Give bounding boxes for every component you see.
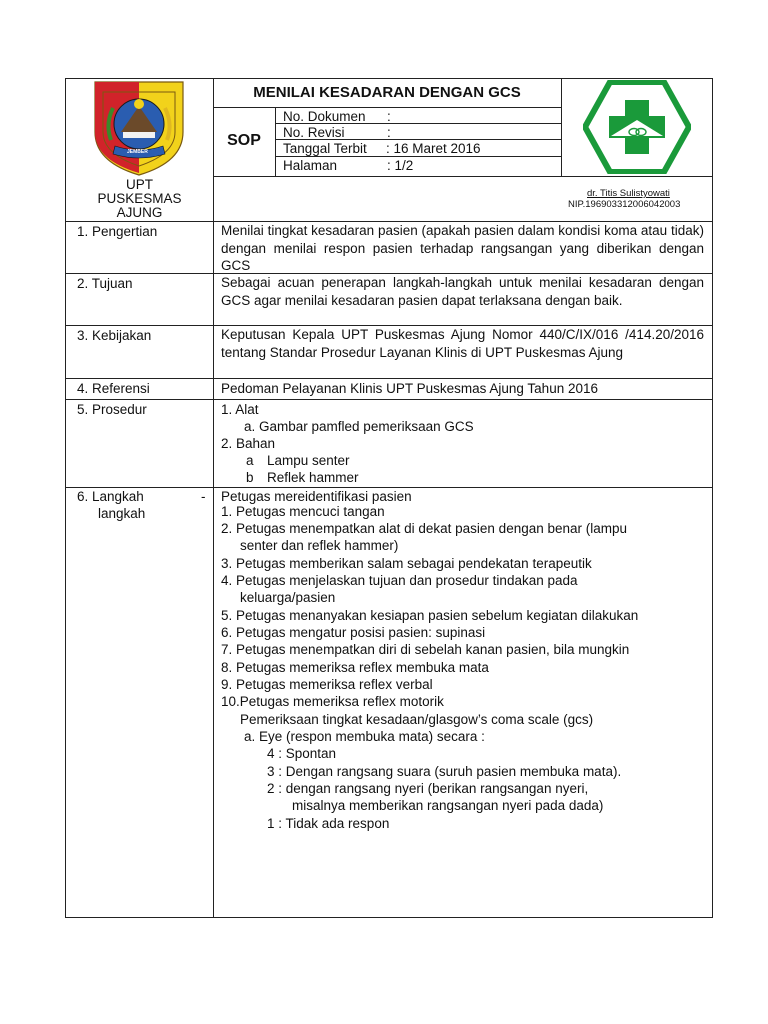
prosedur-line-gambar: a. Gambar pamfled pemeriksaan GCS [244, 419, 474, 434]
prosedur-line-lampu: Lampu senter [267, 453, 350, 468]
row-text-kebijakan: Keputusan Kepala UPT Puskesmas Ajung Nomor 440/C/IX/016 /414.20/2016 tentang Standar Prosedur Layanan Klinis di UPT Puskesmas Ajung [221, 327, 704, 360]
field-label-halaman: Halaman [283, 158, 338, 173]
org-line-1: UPT [126, 177, 153, 192]
table-border-bottom [65, 917, 713, 918]
gcs-eye-2-cont: misalnya memberikan rangsangan nyeri pada dada) [292, 798, 604, 813]
org-name [66, 178, 213, 220]
signer-name: dr. Titis Sulistyowati [587, 188, 670, 199]
langkah-step: 1. Petugas mencuci tangan [221, 504, 385, 519]
langkah-step-cont: senter dan reflek hammer) [240, 538, 399, 553]
col-divider-left [213, 78, 214, 918]
row-label-referensi: 4. Referensi [77, 381, 150, 396]
prosedur-line-alat: 1. Alat [221, 402, 259, 417]
gcs-eye-3: 3 : Dengan rangsang suara (suruh pasien membuka mata). [267, 764, 622, 779]
prosedur-line-hammer: Reflek hammer [267, 470, 359, 485]
row-label-kebijakan: 3. Kebijakan [77, 328, 152, 343]
col-divider-logo [561, 78, 562, 176]
gcs-heading: Pemeriksaan tingkat kesadaan/glasgow’s coma scale (gcs) [240, 712, 594, 727]
prosedur-marker-b: b [246, 470, 254, 485]
langkah-step: 4. Petugas menjelaskan tujuan dan prosedur tindakan pada [221, 573, 578, 588]
field-label-no-dokumen: No. Dokumen [283, 109, 366, 124]
gcs-eye-heading: a. Eye (respon membuka mata) secara : [244, 729, 485, 744]
field-value-halaman: : 1/2 [387, 158, 414, 173]
row-label-langkah-2: langkah [98, 506, 146, 521]
sop-divider [275, 107, 276, 176]
field-label-no-revisi: No. Revisi [283, 125, 345, 140]
row-label-tujuan: 2. Tujuan [77, 276, 133, 291]
langkah-step: 6. Petugas mengatur posisi pasien: supinasi [221, 625, 486, 640]
langkah-step: 5. Petugas menanyakan kesiapan pasien sebelum kegiatan dilakukan [221, 608, 639, 623]
row-text-referensi: Pedoman Pelayanan Klinis UPT Puskesmas Ajung Tahun 2016 [221, 381, 598, 396]
org-line-2: PUSKESMAS [97, 191, 182, 206]
header-bottom-line [213, 176, 713, 177]
row-line-5 [65, 399, 713, 400]
langkah-step: 3. Petugas memberikan salam sebagai pendekatan terapeutik [221, 556, 592, 571]
langkah-step-cont: keluarga/pasien [240, 590, 336, 605]
document-title: MENILAI KESADARAN DENGAN GCS [253, 84, 521, 101]
row-label-prosedur: 5. Prosedur [77, 402, 147, 417]
field-value-no-dokumen: : [387, 109, 391, 124]
row-line-4 [65, 378, 713, 379]
signer-nip: NIP.196903312006042003 [568, 199, 681, 210]
langkah-step: 9. Petugas memeriksa reflex verbal [221, 677, 433, 692]
table-border-top [65, 78, 713, 79]
langkah-step: 8. Petugas memeriksa reflex membuka mata [221, 660, 489, 675]
emblem-ribbon-text: JEMBER [127, 149, 148, 155]
puskesmas-logo [583, 80, 691, 174]
regency-emblem [91, 80, 187, 176]
row-text-pengertian: Menilai tingkat kesadaran pasien (apakah pasien dalam kondisi koma atau tidak) dengan menilai respon pasien terhadap rangsangan yang diberikan dengan GCS [221, 223, 704, 273]
gcs-eye-4: 4 : Spontan [267, 746, 337, 761]
gcs-eye-2: 2 : dengan rangsang nyeri (berikan rangsangan nyeri, [267, 781, 589, 796]
row-label-langkah: 6. Langkah [77, 489, 144, 504]
field-value-tanggal-terbit: : 16 Maret 2016 [386, 141, 481, 156]
langkah-step: 10.Petugas memeriksa reflex motorik [221, 694, 444, 709]
prosedur-marker-a: a [246, 453, 254, 468]
table-border-right [712, 78, 713, 918]
row-label-langkah-dash: - [201, 489, 206, 504]
langkah-step: 2. Petugas menempatkan alat di dekat pasien dengan benar (lampu [221, 521, 628, 536]
langkah-intro: Petugas mereidentifikasi pasien [221, 489, 412, 504]
gcs-eye-1: 1 : Tidak ada respon [267, 816, 390, 831]
field-value-no-revisi: : [387, 125, 391, 140]
sop-label: SOP [227, 132, 261, 149]
prosedur-line-bahan: 2. Bahan [221, 436, 276, 451]
row-text-tujuan: Sebagai acuan penerapan langkah-langkah untuk menilai kesadaran dengan GCS agar menilai kesadaran pasien dapat terlaksana dengan baik. [221, 275, 704, 308]
field-label-tanggal-terbit: Tanggal Terbit [283, 141, 367, 156]
org-line-3: AJUNG [116, 205, 163, 220]
langkah-step: 7. Petugas menempatkan diri di sebelah kanan pasien, bila mungkin [221, 642, 630, 657]
row-label-pengertian: 1. Pengertian [77, 224, 158, 239]
